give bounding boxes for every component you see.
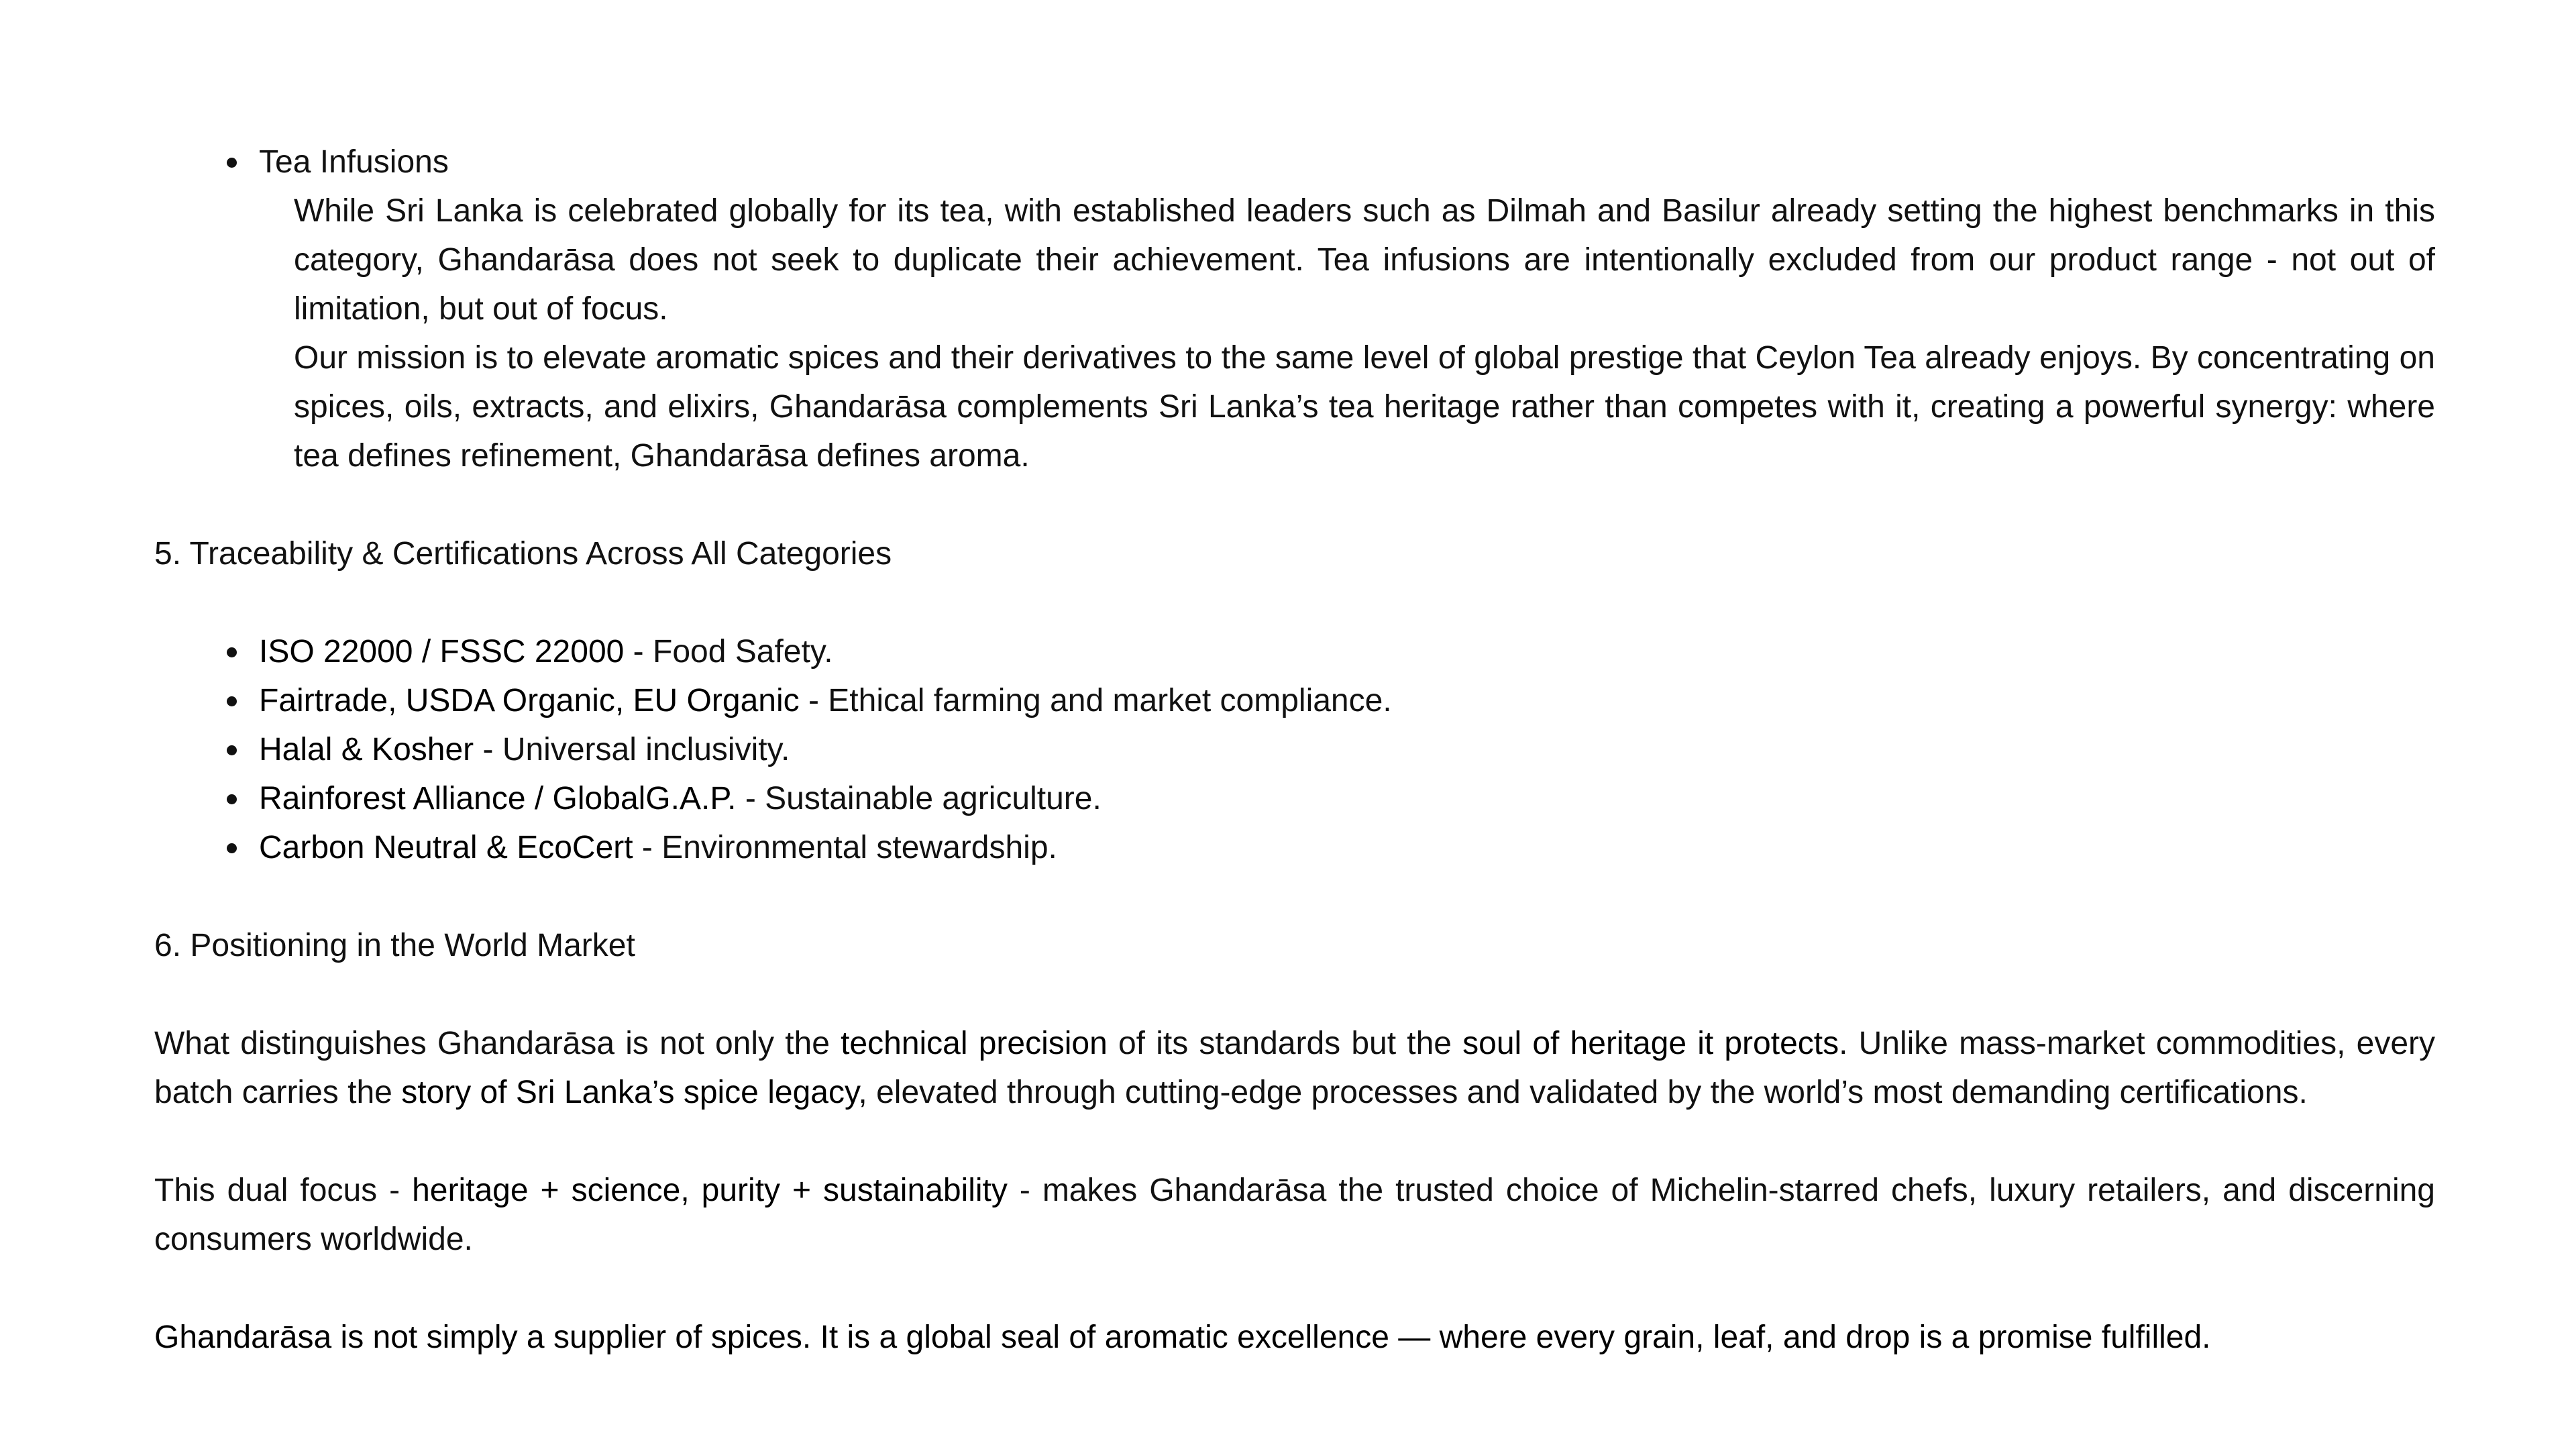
certification-item xyxy=(154,725,2435,774)
tea-infusions-item xyxy=(154,138,2435,480)
emphasis-technical-precision: technical precision xyxy=(841,1026,1108,1061)
text-run: - makes Ghandarāsa the trusted choice of Michelin-starred chefs, luxury retailers, and discerning consumers worldwide. xyxy=(154,1173,2436,1257)
emphasis-spice-legacy: story of Sri Lanka’s spice legacy xyxy=(401,1075,859,1110)
certification-item xyxy=(154,676,2435,725)
certification-description: - Environmental stewardship. xyxy=(633,830,1057,865)
spacer xyxy=(154,480,2435,529)
positioning-paragraph-1 xyxy=(154,1019,2435,1117)
section-5-heading: 5. Traceability & Certifications Across All Categories xyxy=(154,536,892,572)
certification-description: - Food Safety. xyxy=(624,634,833,669)
positioning-paragraph-2 xyxy=(154,1166,2435,1264)
tea-infusions-title: Tea Infusions xyxy=(259,144,449,180)
spacer xyxy=(154,578,2435,627)
certification-label: ISO 22000 / FSSC 22000 xyxy=(259,634,625,669)
spacer xyxy=(154,1264,2435,1313)
certification-description: - Sustainable agriculture. xyxy=(736,781,1102,816)
certification-label: Fairtrade, USDA Organic, EU Organic xyxy=(259,683,800,718)
emphasis-dual-focus: heritage + science, purity + sustainability xyxy=(412,1173,1008,1208)
certifications-list xyxy=(154,627,2435,872)
certification-description: - Universal inclusivity. xyxy=(474,732,790,767)
closing-statement: Ghandarāsa is not simply a supplier of spices. It is a global seal of aromatic excellence — where every grain, leaf, and drop is a promise fulfilled. xyxy=(154,1320,2211,1355)
certification-label: Halal & Kosher xyxy=(259,732,474,767)
tea-infusions-paragraph-1: While Sri Lanka is celebrated globally for its tea, with established leaders such as Dilmah and Basilur already setting the highest benchmarks in this category, Ghandarāsa does not seek to duplicate their achievement. Tea infusions are intentionally excluded from our product range - not out of limitation, but out of focus. xyxy=(294,193,2435,327)
certification-label: Carbon Neutral & EcoCert xyxy=(259,830,633,865)
text-run: of its standards but the xyxy=(1107,1026,1463,1061)
spacer xyxy=(154,970,2435,1019)
text-run: What distinguishes Ghandarāsa is not only the xyxy=(154,1026,841,1061)
tea-infusions-paragraph-2: Our mission is to elevate aromatic spices and their derivatives to the same level of global prestige that Ceylon Tea already enjoys. By concentrating on spices, oils, extracts, and elixirs, Ghandarāsa complements Sri Lanka’s tea heritage rather than competes with it, creating a powerful synergy: where tea defines refinement, Ghandarāsa defines aroma. xyxy=(294,340,2435,474)
text-run: . Unlike mass-market commodities, every batch carries the xyxy=(154,1026,2435,1110)
certification-item xyxy=(154,774,2435,823)
certification-description: - Ethical farming and market compliance. xyxy=(799,683,1392,718)
emphasis-soul-of-heritage: soul of heritage it protects xyxy=(1462,1026,1839,1061)
text-run: , elevated through cutting-edge processes and validated by the world’s most demanding certifications. xyxy=(858,1075,2308,1110)
certification-label: Rainforest Alliance / GlobalG.A.P. xyxy=(259,781,737,816)
text-run: This dual focus - xyxy=(154,1173,413,1208)
spacer xyxy=(154,1117,2435,1166)
section-6-heading: 6. Positioning in the World Market xyxy=(154,928,635,963)
certification-item xyxy=(154,823,2435,872)
document-page xyxy=(154,138,2435,1362)
tea-infusions-list xyxy=(154,138,2435,480)
certification-item xyxy=(154,627,2435,676)
spacer xyxy=(154,872,2435,921)
